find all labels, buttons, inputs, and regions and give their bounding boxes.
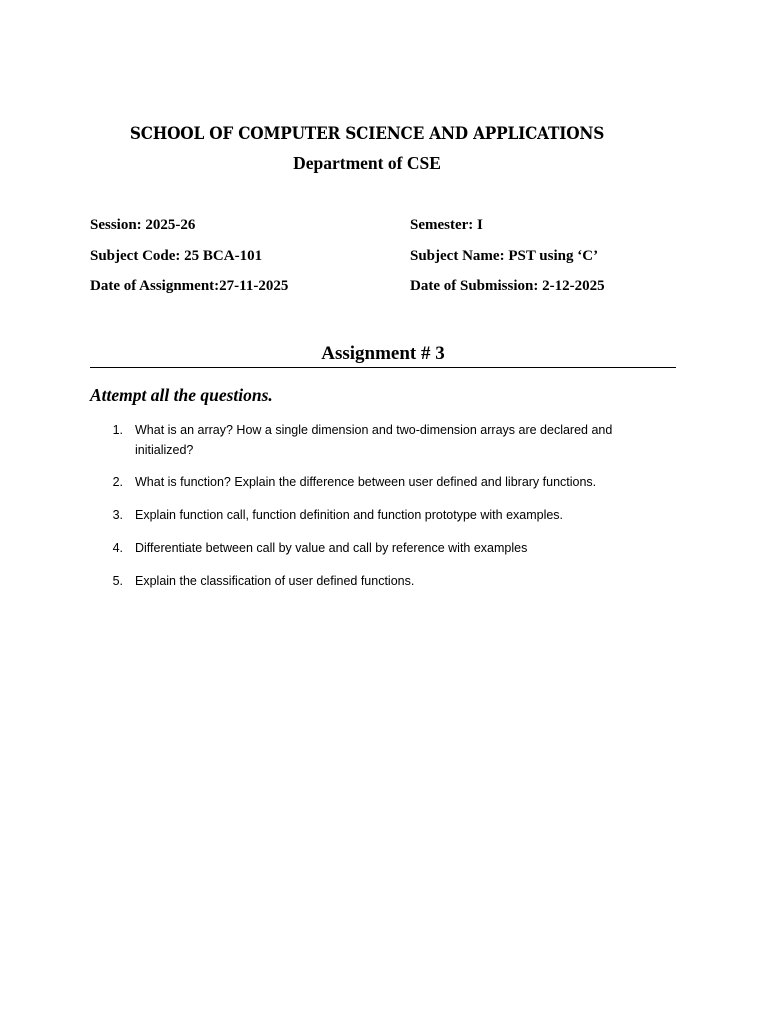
date-of-assignment-field: Date of Assignment:27-11-2025 bbox=[90, 278, 289, 294]
question-text: Differentiate between call by value and call by reference with examples bbox=[135, 541, 528, 555]
assignment-heading: Assignment # 3 bbox=[321, 343, 445, 364]
subject-name-field: Subject Name: PST using ‘C’ bbox=[410, 248, 599, 264]
question-number: 2. bbox=[112, 475, 123, 489]
date-of-submission-field: Date of Submission: 2-12-2025 bbox=[410, 278, 605, 294]
question-number: 3. bbox=[112, 508, 123, 522]
question-number: 5. bbox=[112, 574, 123, 588]
question-text: What is function? Explain the difference between user defined and library functions. bbox=[135, 475, 597, 489]
school-title: SCHOOL OF COMPUTER SCIENCE AND APPLICATIONS bbox=[129, 124, 605, 143]
semester-field: Semester: I bbox=[410, 217, 483, 233]
question-text: Explain function call, function definition and function prototype with examples. bbox=[135, 508, 564, 522]
question-number: 4. bbox=[112, 541, 123, 555]
heading-divider bbox=[90, 367, 676, 368]
question-number: 1. bbox=[112, 423, 123, 437]
instruction-text: Attempt all the questions. bbox=[90, 385, 273, 405]
subject-code-field: Subject Code: 25 BCA-101 bbox=[90, 248, 263, 264]
question-text: What is an array? How a single dimension and two-dimension arrays are declared and initialized? bbox=[135, 423, 613, 457]
department-title: Department of CSE bbox=[293, 153, 441, 173]
question-text: Explain the classification of user defined functions. bbox=[135, 574, 415, 588]
session-field: Session: 2025-26 bbox=[90, 217, 196, 233]
